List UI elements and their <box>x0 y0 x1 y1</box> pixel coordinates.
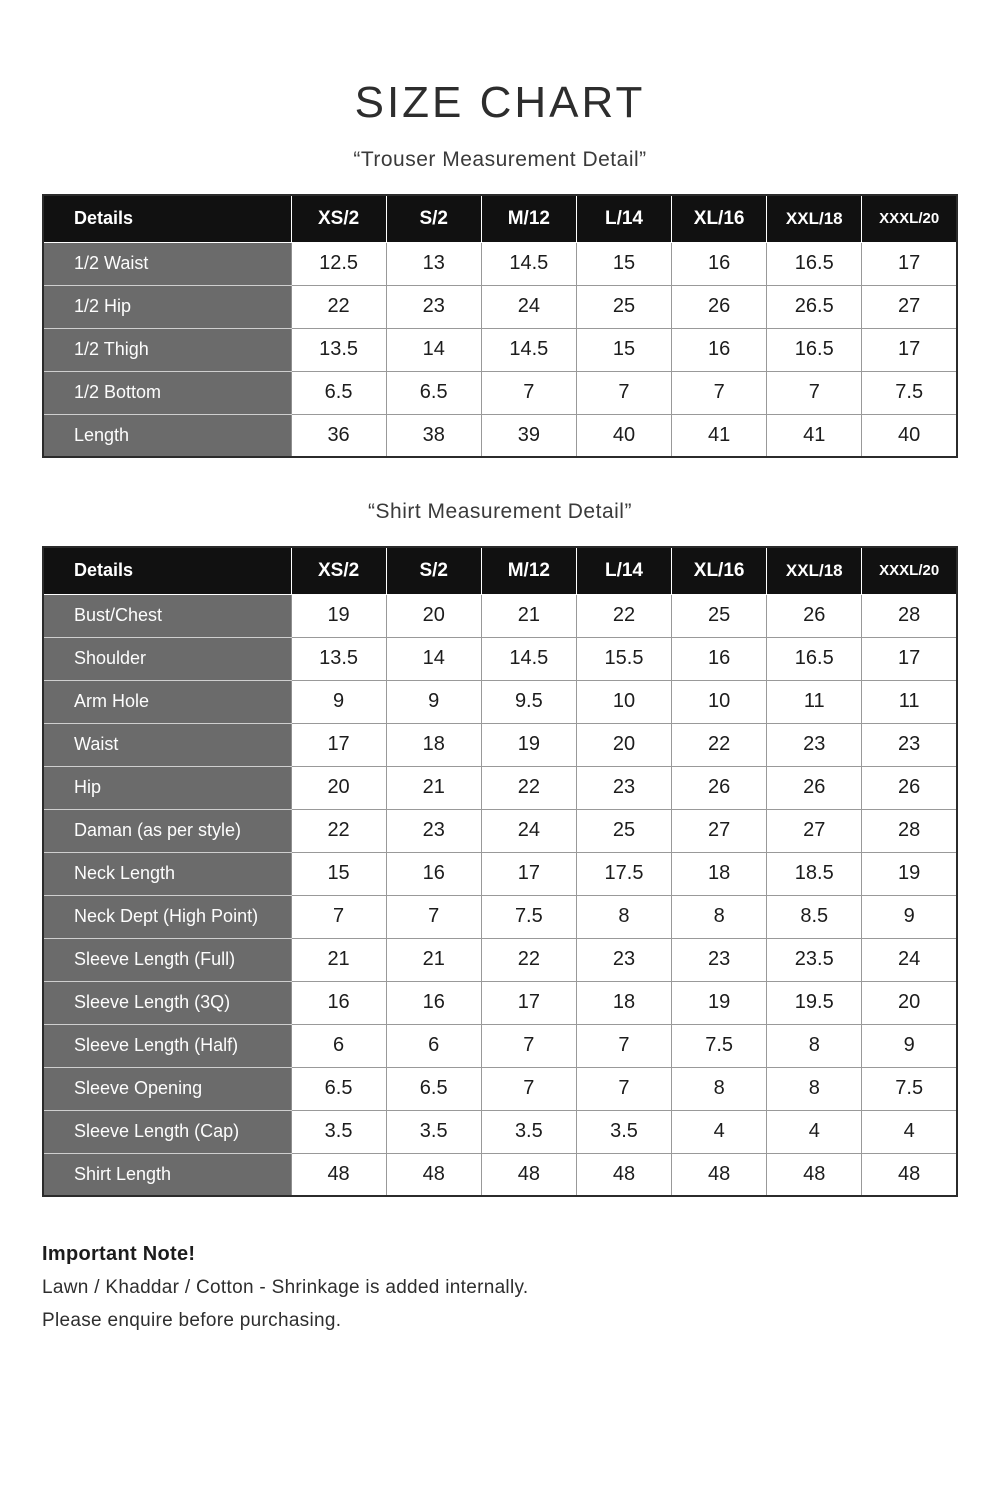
measurement-value-cell: 27 <box>862 285 957 328</box>
row-label-cell: 1/2 Bottom <box>43 371 291 414</box>
row-label-cell: Shirt Length <box>43 1153 291 1196</box>
measurement-value-cell: 22 <box>291 809 386 852</box>
row-label-cell: Sleeve Length (Full) <box>43 938 291 981</box>
table-row <box>43 371 957 414</box>
measurement-value-cell: 48 <box>576 1153 671 1196</box>
important-note <box>42 1243 958 1332</box>
measurement-value-cell: 7.5 <box>481 895 576 938</box>
measurement-value-cell: 13 <box>386 242 481 285</box>
measurement-value-cell: 15.5 <box>576 637 671 680</box>
measurement-value-cell: 14.5 <box>481 637 576 680</box>
measurement-value-cell: 8.5 <box>767 895 862 938</box>
size-header-cell: XXL/18 <box>767 195 862 242</box>
measurement-value-cell: 26 <box>767 594 862 637</box>
measurement-value-cell: 23 <box>862 723 957 766</box>
measurement-value-cell: 21 <box>291 938 386 981</box>
measurement-value-cell: 19 <box>862 852 957 895</box>
size-chart-page <box>0 78 1000 1332</box>
measurement-value-cell: 27 <box>767 809 862 852</box>
measurement-value-cell: 48 <box>862 1153 957 1196</box>
measurement-value-cell: 7 <box>386 895 481 938</box>
details-header-cell: Details <box>43 547 291 594</box>
row-label-cell: Length <box>43 414 291 457</box>
page-title: SIZE CHART <box>354 78 646 127</box>
measurement-value-cell: 7 <box>576 371 671 414</box>
measurement-value-cell: 15 <box>576 328 671 371</box>
measurement-value-cell: 38 <box>386 414 481 457</box>
measurement-value-cell: 39 <box>481 414 576 457</box>
measurement-value-cell: 10 <box>672 680 767 723</box>
size-header-cell: M/12 <box>481 195 576 242</box>
measurement-value-cell: 15 <box>576 242 671 285</box>
measurement-value-cell: 23 <box>576 938 671 981</box>
measurement-value-cell: 25 <box>672 594 767 637</box>
measurement-value-cell: 15 <box>291 852 386 895</box>
measurement-value-cell: 16 <box>672 242 767 285</box>
measurement-value-cell: 24 <box>862 938 957 981</box>
row-label-cell: Neck Dept (High Point) <box>43 895 291 938</box>
measurement-value-cell: 41 <box>672 414 767 457</box>
size-header-cell: L/14 <box>576 547 671 594</box>
measurement-value-cell: 41 <box>767 414 862 457</box>
row-label-cell: 1/2 Waist <box>43 242 291 285</box>
table-row <box>43 809 957 852</box>
measurement-value-cell: 7 <box>481 371 576 414</box>
table-row <box>43 938 957 981</box>
measurement-value-cell: 18.5 <box>767 852 862 895</box>
measurement-value-cell: 19 <box>291 594 386 637</box>
trouser-measurement-table <box>42 194 958 458</box>
measurement-value-cell: 40 <box>576 414 671 457</box>
table-row <box>43 594 957 637</box>
table-row <box>43 895 957 938</box>
measurement-value-cell: 7.5 <box>672 1024 767 1067</box>
measurement-value-cell: 12.5 <box>291 242 386 285</box>
measurement-value-cell: 7 <box>576 1024 671 1067</box>
measurement-value-cell: 26 <box>862 766 957 809</box>
measurement-value-cell: 18 <box>386 723 481 766</box>
measurement-value-cell: 6 <box>291 1024 386 1067</box>
size-header-cell: XS/2 <box>291 547 386 594</box>
measurement-value-cell: 9 <box>862 1024 957 1067</box>
measurement-value-cell: 19.5 <box>767 981 862 1024</box>
size-header-cell: XS/2 <box>291 195 386 242</box>
header-row <box>43 195 957 242</box>
measurement-value-cell: 16 <box>386 852 481 895</box>
measurement-value-cell: 16.5 <box>767 242 862 285</box>
size-header-cell: XL/16 <box>672 195 767 242</box>
table-row <box>43 1153 957 1196</box>
measurement-value-cell: 8 <box>672 1067 767 1110</box>
measurement-value-cell: 9 <box>862 895 957 938</box>
measurement-value-cell: 19 <box>481 723 576 766</box>
size-header-cell: XXXL/20 <box>862 547 957 594</box>
row-label-cell: Sleeve Length (Cap) <box>43 1110 291 1153</box>
size-header-cell: M/12 <box>481 547 576 594</box>
measurement-value-cell: 24 <box>481 809 576 852</box>
row-label-cell: Sleeve Length (3Q) <box>43 981 291 1024</box>
row-label-cell: Shoulder <box>43 637 291 680</box>
row-label-cell: 1/2 Thigh <box>43 328 291 371</box>
measurement-value-cell: 48 <box>481 1153 576 1196</box>
measurement-value-cell: 13.5 <box>291 637 386 680</box>
measurement-value-cell: 8 <box>576 895 671 938</box>
measurement-value-cell: 21 <box>386 938 481 981</box>
measurement-value-cell: 48 <box>386 1153 481 1196</box>
header-row <box>43 547 957 594</box>
shirt-section-subtitle: “Shirt Measurement Detail” <box>368 500 632 523</box>
row-label-cell: Sleeve Length (Half) <box>43 1024 291 1067</box>
measurement-value-cell: 4 <box>862 1110 957 1153</box>
measurement-value-cell: 9 <box>291 680 386 723</box>
measurement-value-cell: 20 <box>291 766 386 809</box>
size-header-cell: XL/16 <box>672 547 767 594</box>
shirt-measurement-table <box>42 546 958 1197</box>
measurement-value-cell: 8 <box>672 895 767 938</box>
measurement-value-cell: 8 <box>767 1067 862 1110</box>
measurement-value-cell: 16 <box>672 328 767 371</box>
measurement-value-cell: 11 <box>862 680 957 723</box>
measurement-value-cell: 28 <box>862 809 957 852</box>
table-row <box>43 981 957 1024</box>
row-label-cell: Sleeve Opening <box>43 1067 291 1110</box>
measurement-value-cell: 18 <box>576 981 671 1024</box>
measurement-value-cell: 17 <box>481 852 576 895</box>
measurement-value-cell: 26 <box>672 766 767 809</box>
table-row <box>43 723 957 766</box>
trouser-section-subtitle: “Trouser Measurement Detail” <box>353 148 647 171</box>
table-row <box>43 637 957 680</box>
measurement-value-cell: 25 <box>576 285 671 328</box>
measurement-value-cell: 20 <box>386 594 481 637</box>
measurement-value-cell: 48 <box>672 1153 767 1196</box>
measurement-value-cell: 22 <box>481 766 576 809</box>
row-label-cell: Arm Hole <box>43 680 291 723</box>
measurement-value-cell: 23 <box>672 938 767 981</box>
measurement-value-cell: 26 <box>672 285 767 328</box>
measurement-value-cell: 18 <box>672 852 767 895</box>
measurement-value-cell: 9.5 <box>481 680 576 723</box>
table-row <box>43 328 957 371</box>
measurement-value-cell: 7 <box>481 1067 576 1110</box>
measurement-value-cell: 22 <box>481 938 576 981</box>
measurement-value-cell: 48 <box>767 1153 862 1196</box>
measurement-value-cell: 14 <box>386 328 481 371</box>
size-header-cell: XXXL/20 <box>862 195 957 242</box>
measurement-value-cell: 13.5 <box>291 328 386 371</box>
measurement-value-cell: 6.5 <box>291 371 386 414</box>
measurement-value-cell: 4 <box>672 1110 767 1153</box>
measurement-value-cell: 17 <box>481 981 576 1024</box>
measurement-value-cell: 48 <box>291 1153 386 1196</box>
measurement-value-cell: 6.5 <box>386 1067 481 1110</box>
table-row <box>43 852 957 895</box>
table-row <box>43 285 957 328</box>
measurement-value-cell: 22 <box>672 723 767 766</box>
measurement-value-cell: 16 <box>672 637 767 680</box>
row-label-cell: Daman (as per style) <box>43 809 291 852</box>
measurement-value-cell: 10 <box>576 680 671 723</box>
note-line-1: Lawn / Khaddar / Cotton - Shrinkage is added internally. <box>42 1277 529 1298</box>
measurement-value-cell: 7.5 <box>862 371 957 414</box>
measurement-value-cell: 17 <box>862 242 957 285</box>
measurement-value-cell: 21 <box>481 594 576 637</box>
table-row <box>43 242 957 285</box>
note-line-2: Please enquire before purchasing. <box>42 1310 342 1331</box>
table-row <box>43 414 957 457</box>
measurement-value-cell: 6.5 <box>386 371 481 414</box>
measurement-value-cell: 17 <box>862 328 957 371</box>
measurement-value-cell: 7 <box>291 895 386 938</box>
measurement-value-cell: 17 <box>862 637 957 680</box>
measurement-value-cell: 26.5 <box>767 285 862 328</box>
note-heading: Important Note! <box>42 1243 196 1265</box>
measurement-value-cell: 14 <box>386 637 481 680</box>
row-label-cell: Neck Length <box>43 852 291 895</box>
measurement-value-cell: 7 <box>672 371 767 414</box>
measurement-value-cell: 6 <box>386 1024 481 1067</box>
measurement-value-cell: 16.5 <box>767 637 862 680</box>
size-header-cell: S/2 <box>386 547 481 594</box>
measurement-value-cell: 3.5 <box>481 1110 576 1153</box>
measurement-value-cell: 3.5 <box>291 1110 386 1153</box>
row-label-cell: Waist <box>43 723 291 766</box>
measurement-value-cell: 19 <box>672 981 767 1024</box>
measurement-value-cell: 22 <box>576 594 671 637</box>
measurement-value-cell: 7.5 <box>862 1067 957 1110</box>
details-header-cell: Details <box>43 195 291 242</box>
measurement-value-cell: 28 <box>862 594 957 637</box>
measurement-value-cell: 20 <box>862 981 957 1024</box>
measurement-value-cell: 23 <box>386 809 481 852</box>
measurement-value-cell: 25 <box>576 809 671 852</box>
measurement-value-cell: 26 <box>767 766 862 809</box>
measurement-value-cell: 27 <box>672 809 767 852</box>
measurement-value-cell: 8 <box>767 1024 862 1067</box>
measurement-value-cell: 7 <box>481 1024 576 1067</box>
measurement-value-cell: 23 <box>386 285 481 328</box>
measurement-value-cell: 23.5 <box>767 938 862 981</box>
measurement-value-cell: 17.5 <box>576 852 671 895</box>
size-header-cell: XXL/18 <box>767 547 862 594</box>
row-label-cell: Hip <box>43 766 291 809</box>
measurement-value-cell: 16 <box>291 981 386 1024</box>
measurement-value-cell: 6.5 <box>291 1067 386 1110</box>
measurement-value-cell: 23 <box>576 766 671 809</box>
measurement-value-cell: 16 <box>386 981 481 1024</box>
measurement-value-cell: 20 <box>576 723 671 766</box>
measurement-value-cell: 17 <box>291 723 386 766</box>
measurement-value-cell: 23 <box>767 723 862 766</box>
row-label-cell: 1/2 Hip <box>43 285 291 328</box>
table-row <box>43 1110 957 1153</box>
measurement-value-cell: 3.5 <box>386 1110 481 1153</box>
measurement-value-cell: 7 <box>576 1067 671 1110</box>
measurement-value-cell: 24 <box>481 285 576 328</box>
row-label-cell: Bust/Chest <box>43 594 291 637</box>
size-header-cell: S/2 <box>386 195 481 242</box>
measurement-value-cell: 14.5 <box>481 242 576 285</box>
measurement-value-cell: 4 <box>767 1110 862 1153</box>
measurement-value-cell: 40 <box>862 414 957 457</box>
measurement-value-cell: 7 <box>767 371 862 414</box>
measurement-value-cell: 3.5 <box>576 1110 671 1153</box>
table-row <box>43 680 957 723</box>
measurement-value-cell: 22 <box>291 285 386 328</box>
measurement-value-cell: 36 <box>291 414 386 457</box>
measurement-value-cell: 11 <box>767 680 862 723</box>
measurement-value-cell: 14.5 <box>481 328 576 371</box>
table-row <box>43 766 957 809</box>
table-row <box>43 1024 957 1067</box>
measurement-value-cell: 16.5 <box>767 328 862 371</box>
measurement-value-cell: 9 <box>386 680 481 723</box>
size-header-cell: L/14 <box>576 195 671 242</box>
measurement-value-cell: 21 <box>386 766 481 809</box>
table-row <box>43 1067 957 1110</box>
